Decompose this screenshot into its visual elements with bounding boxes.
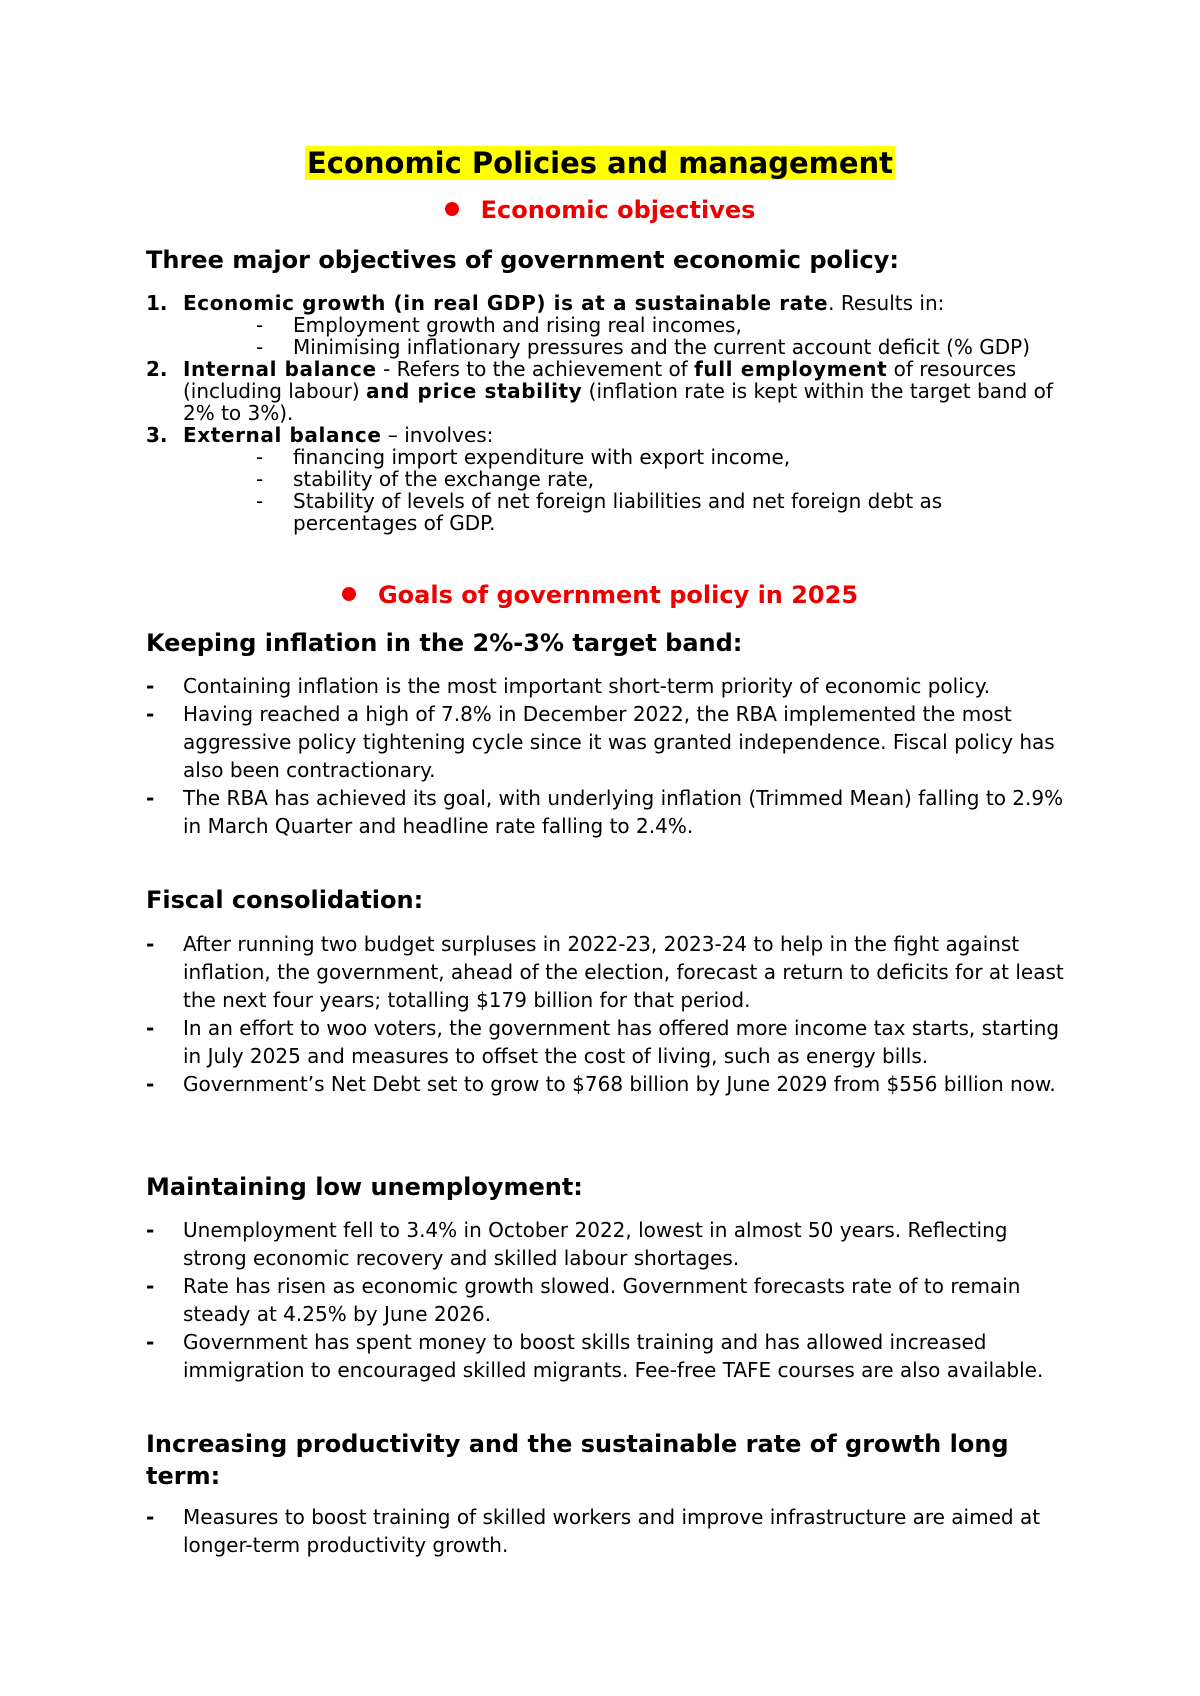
goal-heading-productivity: Increasing productivity and the sustainable rate of growth long term: bbox=[146, 1430, 1009, 1490]
objective-item-1: 1. Economic growth (in real GDP) is at a sustainable rate. Results in: - Employment growth and rising real incomes, - Minimising inflationary pressures and the current account deficit (% GDP) bbox=[146, 292, 1066, 358]
bullet-dot-icon bbox=[445, 202, 459, 216]
list-item: - financing import expenditure with export income, bbox=[256, 445, 791, 469]
list-item: - Measures to boost training of skilled workers and improve infrastructure are aimed at longer-term productivity growth. bbox=[146, 1505, 1041, 1557]
goal-heading-inflation: Keeping inflation in the 2%-3% target band: bbox=[146, 629, 743, 657]
objective-item-2: 2. Internal balance - Refers to the achievement of full employment of resources (including labour) and price stability (inflation rate is kept within the target band of 2% to 3%). bbox=[146, 357, 1053, 425]
list-item: - In an effort to woo voters, the government has offered more income tax starts, starting in July 2025 and measures to offset the cost of living, such as energy bills. bbox=[146, 1016, 1060, 1068]
objective-3-sublist bbox=[183, 446, 1066, 534]
list-item: - Rate has risen as economic growth slowed. Government forecasts rate of to remain steady at 4.25% by June 2026. bbox=[146, 1274, 1021, 1326]
goal-list-fiscal bbox=[146, 930, 1066, 1098]
list-item: - Stability of levels of net foreign liabilities and net foreign debt as percentages of GDP. bbox=[256, 489, 943, 535]
page-title-text: Economic Policies and management bbox=[306, 146, 894, 180]
goal-list-productivity bbox=[146, 1503, 1066, 1559]
list-item: - After running two budget surpluses in 2022-23, 2023-24 to help in the fight against inflation, the government, ahead of the election, forecast a return to deficits for at least the next four years; totalling $179 billion for that period. bbox=[146, 932, 1064, 1012]
list-item: - Employment growth and rising real incomes, bbox=[256, 313, 742, 337]
objectives-list bbox=[146, 292, 1066, 534]
list-item: - Having reached a high of 7.8% in December 2022, the RBA implemented the most aggressive policy tightening cycle since it was granted independence. Fiscal policy has also been contractionary. bbox=[146, 702, 1055, 782]
section-heading-goals-2025: Goals of government policy in 2025 bbox=[0, 580, 1200, 610]
page-title bbox=[0, 144, 1200, 182]
list-item: - stability of the exchange rate, bbox=[256, 467, 595, 491]
bullet-dot-icon bbox=[342, 587, 356, 601]
goal-list-unemployment bbox=[146, 1216, 1066, 1384]
list-item: - Government’s Net Debt set to grow to $768 billion by June 2029 from $556 billion now. bbox=[146, 1072, 1056, 1096]
goal-heading-fiscal: Fiscal consolidation: bbox=[146, 886, 424, 914]
goal-list-inflation bbox=[146, 672, 1066, 840]
list-item: - Government has spent money to boost skills training and has allowed increased immigration to encouraged skilled migrants. Fee-free TAFE courses are also available. bbox=[146, 1330, 1044, 1382]
objective-item-3: 3. External balance – involves: - financing import expenditure with export income, - stability of the exchange rate, - Stability of levels of net foreign liabilities and net foreign debt as percentages of GDP. bbox=[146, 424, 1066, 534]
list-item: - The RBA has achieved its goal, with underlying inflation (Trimmed Mean) falling to 2.9% in March Quarter and headline rate falling to 2.4%. bbox=[146, 786, 1064, 838]
objective-1-sublist bbox=[183, 314, 1066, 358]
objectives-subheading: Three major objectives of government economic policy: bbox=[146, 246, 899, 274]
list-item: - Unemployment fell to 3.4% in October 2022, lowest in almost 50 years. Reflecting strong economic recovery and skilled labour shortages. bbox=[146, 1218, 1008, 1270]
section-heading-economic-objectives: Economic objectives bbox=[0, 195, 1200, 225]
goal-heading-unemployment: Maintaining low unemployment: bbox=[146, 1173, 583, 1201]
list-item: - Minimising inflationary pressures and the current account deficit (% GDP) bbox=[256, 335, 1031, 359]
list-item: - Containing inflation is the most important short-term priority of economic policy. bbox=[146, 674, 991, 698]
